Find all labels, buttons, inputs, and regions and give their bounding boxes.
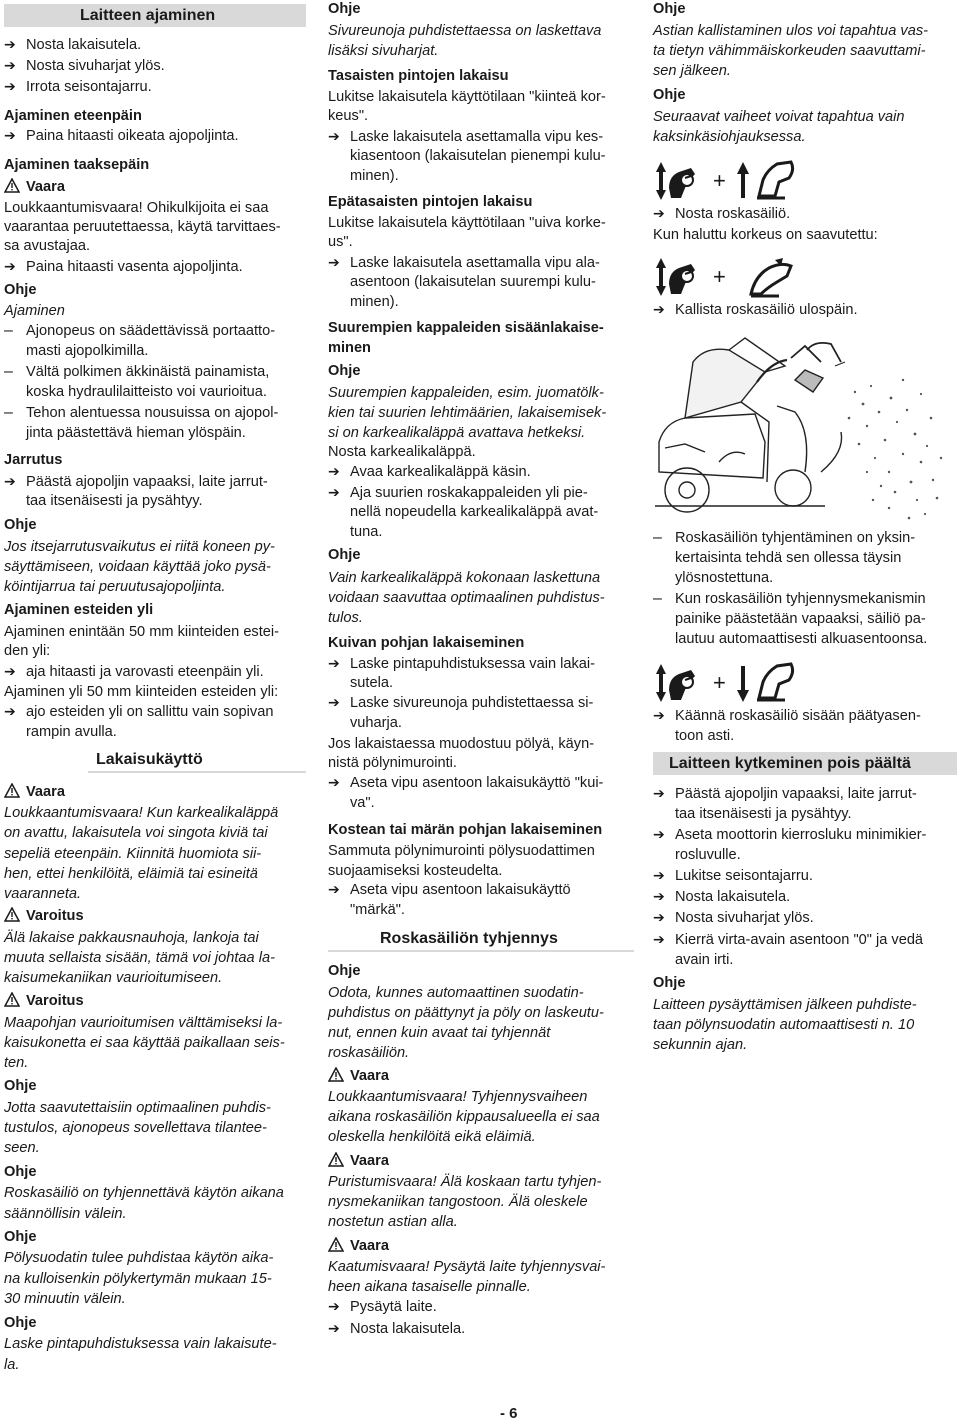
- step-text: Päästä ajopoljin vapaaksi, laite jarrut-: [675, 786, 917, 802]
- body-text: Ajaminen enintään 50 mm kiinteiden estei-: [4, 624, 280, 640]
- warning-text: kaisukonetta ei saa käyttää paikallaan seis-: [4, 1035, 285, 1051]
- subheading: Tasaisten pintojen lakaisu: [328, 68, 509, 84]
- step-text: Paina hitaasti oikeata ajopoljinta.: [26, 128, 239, 144]
- step-text: Kierrä virta-avain asentoon "0" ja vedä: [675, 932, 924, 948]
- step-text: vuharja.: [350, 715, 402, 731]
- subheading: Kuivan pohjan lakaiseminen: [328, 635, 525, 651]
- note-heading: Ohje: [4, 1078, 37, 1094]
- note-heading: Ohje: [4, 282, 37, 298]
- body-text: Lukitse lakaisutela käyttötilaan "uiva korke-: [328, 215, 606, 231]
- note-text: Laitteen pysäyttämisen jälkeen puhdiste-: [653, 997, 917, 1013]
- arrow-icon: ➔: [4, 36, 16, 52]
- note-text: Sivureunoja puhdistettaessa on laskettava: [328, 23, 602, 39]
- arrow-icon: ➔: [4, 78, 16, 94]
- plus-icon: +: [713, 264, 726, 289]
- dash-bullet: –: [4, 363, 13, 380]
- warning-text: vaaranneta.: [4, 886, 82, 902]
- step-text: aja hitaasti ja varovasti eteenpäin yli.: [26, 664, 264, 680]
- arrow-icon: ➔: [328, 128, 340, 144]
- section-header-shutdown: Laitteen kytkeminen pois päältä: [653, 752, 957, 775]
- note-text: Vain karkealikaläppä kokonaan laskettuna: [328, 570, 601, 586]
- warning-heading: Vaara: [328, 1152, 389, 1170]
- arrow-icon: ➔: [328, 774, 340, 790]
- arrow-icon: ➔: [4, 57, 16, 73]
- warning-text: sa avustajaa.: [4, 238, 90, 254]
- step-text: Aseta moottorin kierrosluku minimikier-: [675, 827, 927, 843]
- warning-text: Loukkaantumisvaara! Ohikulkijoita ei saa: [4, 200, 269, 216]
- section-header-emptying: Roskasäiliön tyhjennys: [380, 930, 558, 947]
- step-text: Irrota seisontajarru.: [26, 79, 152, 95]
- arrow-icon: ➔: [328, 1298, 340, 1314]
- bullet-text: Ajonopeus on säädettävissä portaatto-: [26, 323, 276, 339]
- step-text: Laske lakaisutela asettamalla vipu kes-: [350, 129, 604, 145]
- step-text: Aseta vipu asentoon lakaisukäyttö "kui-: [350, 775, 604, 791]
- step-text: ajo esteiden yli on sallittu vain sopivan: [26, 704, 274, 720]
- section-header-sweeping: Lakaisukäyttö: [96, 751, 203, 768]
- arrow-icon: ➔: [4, 258, 16, 274]
- warning-text: heen aikana tasaiselle pinnalle.: [328, 1279, 531, 1295]
- note-text: si on karkealikaläppä avattava hetkeksi.: [328, 425, 586, 441]
- arrow-icon: ➔: [328, 881, 340, 897]
- body-text: Lukitse lakaisutela käyttötilaan "kiinteä kor-: [328, 89, 606, 105]
- bullet-text: Tehon alentuessa nousuissa on ajopol-: [26, 405, 279, 421]
- step-text: toon asti.: [675, 728, 735, 744]
- warning-triangle-icon: [4, 907, 20, 922]
- step-text: taa itsenäisesti ja pysähtyy.: [675, 806, 852, 822]
- note-text: ta tietyn vähimmäiskorkeuden saavuttami-: [653, 43, 926, 59]
- note-heading: Ohje: [653, 975, 686, 991]
- raise-bin-pictogram: [655, 158, 815, 204]
- note-heading: Ohje: [328, 547, 361, 563]
- arrow-icon: ➔: [653, 867, 665, 883]
- arrow-icon: ➔: [653, 707, 665, 723]
- step-text: Lukitse seisontajarru.: [675, 868, 813, 884]
- body-text: Nosta karkealikaläppä.: [328, 444, 476, 460]
- bullet-text: koska hydraulilaitteisto voi vaurioitua.: [26, 384, 267, 400]
- warning-triangle-icon: [328, 1067, 344, 1082]
- bullet-text: Roskasäiliön tyhjentäminen on yksin-: [675, 530, 916, 546]
- arrow-icon: ➔: [4, 473, 16, 489]
- step-text: Nosta sivuharjat ylös.: [26, 58, 165, 74]
- note-text: taan pölynsuodatin automaattisesti n. 10: [653, 1017, 915, 1033]
- body-text: nistä pölynimurointi.: [328, 755, 457, 771]
- warning-heading: Vaara: [328, 1067, 389, 1085]
- subheading: Suurempien kappaleiden sisäänlakaise-: [328, 320, 604, 336]
- note-text: köintijarrua tai peruutusajopoljinta.: [4, 579, 226, 595]
- body-text: suojaamiseksi kosteudelta.: [328, 863, 503, 879]
- step-text: Käännä roskasäiliö sisään päätyasen-: [675, 708, 921, 724]
- warning-text: oleskella henkilöitä eikä eläimiä.: [328, 1129, 536, 1145]
- subheading: Ajaminen esteiden yli: [4, 602, 154, 618]
- note-heading: Ohje: [4, 1229, 37, 1245]
- body-text: den yli:: [4, 643, 51, 659]
- step-text: minen).: [350, 294, 399, 310]
- arrow-icon: ➔: [328, 463, 340, 479]
- warning-text: Puristumisvaara! Älä koskaan tartu tyhjen-: [328, 1174, 602, 1190]
- note-text: Jotta saavutettaisiin optimaalinen puhdis-: [4, 1100, 271, 1116]
- warning-text: vaarantaa peruutettaessa, käytä tarvittaes-: [4, 219, 281, 235]
- arrow-icon: ➔: [653, 205, 665, 221]
- warning-text: sepeliä eteenpäin. Kiinnitä huomiota sii-: [4, 846, 262, 862]
- note-text: kaksinkäsiohjauksessa.: [653, 129, 806, 145]
- step-text: Aseta vipu asentoon lakaisukäyttö: [350, 882, 571, 898]
- dash-bullet: –: [4, 322, 13, 339]
- bullet-text: jinta päästettävä hieman ylöspäin.: [26, 425, 246, 441]
- warning-triangle-icon: [4, 178, 20, 193]
- subheading: Ajaminen taaksepäin: [4, 157, 150, 173]
- step-text: Laske sivureunoja puhdistettaessa si-: [350, 695, 594, 711]
- note-heading: Ohje: [653, 1, 686, 17]
- warning-triangle-icon: [328, 1152, 344, 1167]
- dash-bullet: –: [653, 590, 662, 607]
- note-text: lisäksi sivuharjat.: [328, 43, 439, 59]
- arrow-icon: ➔: [328, 694, 340, 710]
- bullet-text: ylösnostettuna.: [675, 570, 774, 586]
- bullet-text: Kun roskasäiliön tyhjennysmekanismin: [675, 591, 926, 607]
- page-number: - 6: [500, 1405, 518, 1422]
- note-text: roskasäiliön.: [328, 1045, 410, 1061]
- lower-bin-pictogram: [655, 660, 815, 706]
- step-text: rampin avulla.: [26, 724, 117, 740]
- step-text: nellä nopeudella karkealikaläppä avat-: [350, 504, 599, 520]
- note-text: nut, ennen kuin avaat tai tyhjennät: [328, 1025, 551, 1041]
- step-text: rosluvulle.: [675, 847, 741, 863]
- step-text: tuna.: [350, 524, 383, 540]
- arrow-icon: ➔: [328, 484, 340, 500]
- note-text: Pölysuodatin tulee puhdistaa käytön aika-: [4, 1250, 274, 1266]
- note-text: Seuraavat vaiheet voivat tapahtua vain: [653, 109, 905, 125]
- note-text: Roskasäiliö on tyhjennettävä käytön aikana: [4, 1185, 284, 1201]
- note-title: Ajaminen: [4, 303, 65, 319]
- step-text: Nosta lakaisutela.: [675, 889, 791, 905]
- warning-heading: Vaara: [4, 178, 65, 196]
- warning-text: nysmekaniikan tangostoon. Älä oleskele: [328, 1194, 588, 1210]
- body-text: Sammuta pölynimurointi pölysuodattimen: [328, 843, 595, 859]
- note-text: säännöllisin välein.: [4, 1206, 127, 1222]
- warning-text: Maapohjan vaurioitumisen välttämiseksi la-: [4, 1015, 283, 1031]
- warning-text: kaisumekaniikan vaurioitumiseen.: [4, 970, 223, 986]
- note-text: sekunnin ajan.: [653, 1037, 748, 1053]
- warning-text: Kaatumisvaara! Pysäytä laite tyhjennysvai-: [328, 1259, 606, 1275]
- note-text: säyttämiseen, voidaan käyttää joko pysä-: [4, 559, 271, 575]
- arrow-icon: ➔: [328, 1320, 340, 1336]
- warning-triangle-icon: [328, 1237, 344, 1252]
- arrow-icon: ➔: [328, 655, 340, 671]
- bullet-text: lautuu automaattisesti alkuasentoonsa.: [675, 631, 928, 647]
- subheading: Kostean tai märän pohjan lakaiseminen: [328, 822, 603, 838]
- note-text: na kulloisenkin pölykertymän mukaan 15-: [4, 1271, 272, 1287]
- warning-text: Älä lakaise pakkausnauhoja, lankoja tai: [4, 930, 259, 946]
- step-text: avain irti.: [675, 952, 734, 968]
- subheading: Epätasaisten pintojen lakaisu: [328, 194, 533, 210]
- arrow-icon: ➔: [653, 931, 665, 947]
- note-heading: Ohje: [328, 1, 361, 17]
- step-text: kiasentoon (lakaisutelan pienempi kulu-: [350, 148, 606, 164]
- step-text: minen).: [350, 168, 399, 184]
- note-text: Odota, kunnes automaattinen suodatin-: [328, 985, 584, 1001]
- step-text: Nosta lakaisutela.: [350, 1321, 466, 1337]
- plus-icon: +: [713, 168, 726, 193]
- arrow-icon: ➔: [653, 888, 665, 904]
- step-text: Avaa karkealikaläppä käsin.: [350, 464, 531, 480]
- note-text: Astian kallistaminen ulos voi tapahtua vas-: [653, 23, 928, 39]
- warning-heading: Vaara: [328, 1237, 389, 1255]
- dash-bullet: –: [653, 529, 662, 546]
- arrow-icon: ➔: [653, 909, 665, 925]
- body-text: keus".: [328, 108, 369, 124]
- bullet-text: painike päästetään vapaaksi, säiliö pa-: [675, 611, 926, 627]
- bullet-text: Vältä polkimen äkkinäistä painamista,: [26, 364, 270, 380]
- arrow-icon: ➔: [4, 703, 16, 719]
- step-text: Nosta sivuharjat ylös.: [675, 910, 814, 926]
- warning-text: ten.: [4, 1055, 29, 1071]
- step-text: Laske pintapuhdistuksessa vain lakai-: [350, 656, 595, 672]
- warning-heading: Varoitus: [4, 992, 84, 1010]
- warning-text: muuta sellaista sisään, tämä voi johtaa la-: [4, 950, 275, 966]
- warning-heading: Varoitus: [4, 907, 84, 925]
- arrow-icon: ➔: [653, 785, 665, 801]
- subheading: Ajaminen eteenpäin: [4, 108, 142, 124]
- warning-text: aikana roskasäiliön kippausalueella ei saa: [328, 1109, 600, 1125]
- dash-bullet: –: [4, 404, 13, 421]
- note-heading: Ohje: [4, 1164, 37, 1180]
- bullet-text: kertaisinta tehdä sen ollessa täysin: [675, 550, 902, 566]
- warning-text: nostetun astian alla.: [328, 1214, 458, 1230]
- section-header-driving: Laitteen ajaminen: [4, 4, 306, 27]
- subheading: minen: [328, 340, 371, 356]
- step-text: taa itsenäisesti ja pysähtyy.: [26, 493, 203, 509]
- note-text: voidaan saavuttaa optimaalinen puhdistus-: [328, 590, 605, 606]
- step-text: sutela.: [350, 675, 393, 691]
- note-heading: Ohje: [328, 363, 361, 379]
- warning-triangle-icon: [4, 992, 20, 1007]
- note-heading: Ohje: [4, 517, 37, 533]
- note-heading: Ohje: [653, 87, 686, 103]
- note-text: Jos itsejarrutusvaikutus ei riitä koneen py-: [4, 539, 275, 555]
- note-text: seen.: [4, 1140, 40, 1156]
- step-text: Aja suurien roskakappaleiden yli pie-: [350, 485, 588, 501]
- note-text: kien tai suurien lehtimäärien, lakaisemisek-: [328, 405, 607, 421]
- arrow-icon: ➔: [4, 127, 16, 143]
- step-text: va".: [350, 795, 375, 811]
- arrow-icon: ➔: [4, 663, 16, 679]
- header-rule: [88, 771, 306, 773]
- step-text: Kallista roskasäiliö ulospäin.: [675, 302, 858, 318]
- subheading: Jarrutus: [4, 452, 63, 468]
- warning-text: Loukkaantumisvaara! Tyhjennysvaiheen: [328, 1089, 588, 1105]
- note-text: la.: [4, 1357, 20, 1373]
- note-text: Suurempien kappaleiden, esim. juomatölk-: [328, 385, 604, 401]
- warning-text: hen, ettei henkilöitä, eläimiä tai esineitä: [4, 866, 258, 882]
- tilt-bin-pictogram: [655, 254, 815, 300]
- plus-icon: +: [713, 670, 726, 695]
- note-text: 30 minuutin välein.: [4, 1291, 126, 1307]
- step-text: Laske lakaisutela asettamalla vipu ala-: [350, 255, 600, 271]
- note-heading: Ohje: [328, 963, 361, 979]
- step-text: Nosta lakaisutela.: [26, 37, 142, 53]
- body-text: Kun haluttu korkeus on saavutettu:: [653, 227, 878, 243]
- step-text: "märkä".: [350, 902, 405, 918]
- body-text: Jos lakaistaessa muodostuu pölyä, käyn-: [328, 736, 595, 752]
- step-text: Pysäytä laite.: [350, 1299, 437, 1315]
- sweeper-emptying-illustration: [645, 322, 951, 530]
- step-text: asentoon (lakaisutelan suurempi kulu-: [350, 274, 596, 290]
- warning-triangle-icon: [4, 783, 20, 798]
- header-rule: [328, 950, 634, 952]
- note-text: puhdistus on päättynyt ja pöly on laskeutu-: [328, 1005, 604, 1021]
- warning-heading: Vaara: [4, 783, 65, 801]
- note-text: sen jälkeen.: [653, 63, 731, 79]
- step-text: Nosta roskasäiliö.: [675, 206, 791, 222]
- warning-text: on avattu, lakaisutela voi singota kiviä tai: [4, 825, 268, 841]
- body-text: Ajaminen yli 50 mm kiinteiden esteiden yli:: [4, 684, 279, 700]
- step-text: Päästä ajopoljin vapaaksi, laite jarrut-: [26, 474, 268, 490]
- bullet-text: masti ajopolkimilla.: [26, 343, 149, 359]
- note-heading: Ohje: [4, 1315, 37, 1331]
- step-text: Paina hitaasti vasenta ajopoljinta.: [26, 259, 243, 275]
- note-text: tulos.: [328, 610, 363, 626]
- arrow-icon: ➔: [653, 826, 665, 842]
- note-text: tustulos, ajonopeus sovellettava tilantee-: [4, 1120, 267, 1136]
- body-text: us".: [328, 234, 353, 250]
- note-text: Laske pintapuhdistuksessa vain lakaisute-: [4, 1336, 277, 1352]
- arrow-icon: ➔: [653, 301, 665, 317]
- warning-text: Loukkaantumisvaara! Kun karkealikaläppä: [4, 805, 279, 821]
- arrow-icon: ➔: [328, 254, 340, 270]
